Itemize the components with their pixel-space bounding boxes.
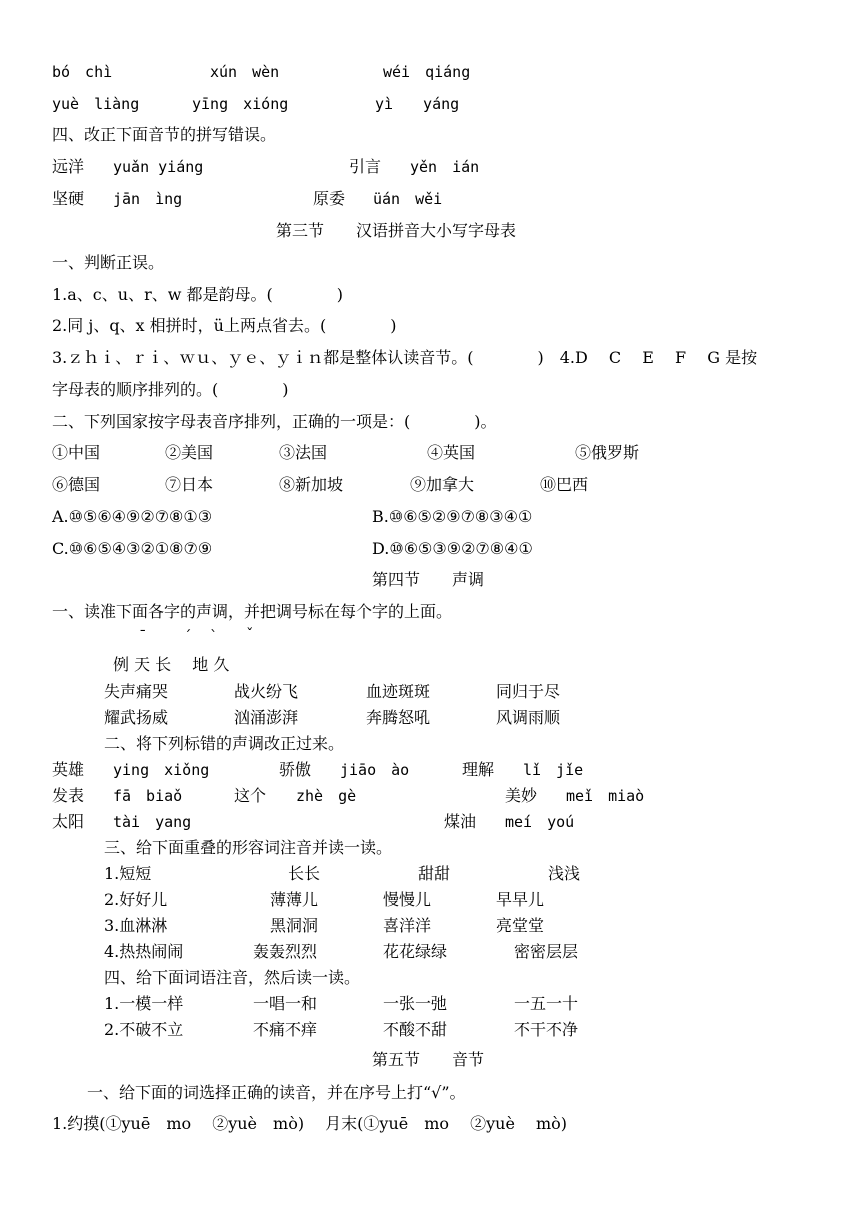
word: 汹涌澎湃: [234, 708, 299, 727]
word: 不酸不甜: [383, 1020, 448, 1039]
country: ⑧新加坡: [279, 475, 344, 494]
word: 1.短短: [104, 864, 152, 883]
tone-mark: ˉ: [139, 627, 147, 645]
question-item: 3.ｚｈｉ、ｒｉ、ｗｕ、ｙｅ、ｙｉｎ都是整体认读音节。( ) 4.D C E F G 是按: [52, 348, 758, 367]
word: 早早儿: [496, 890, 545, 909]
option-a: A.⑩⑤⑥④⑨②⑦⑧①③: [52, 507, 213, 526]
word: 长长: [288, 864, 321, 883]
word: 太阳: [52, 812, 85, 831]
question-heading: 四、改正下面音节的拼写错误。: [52, 125, 277, 144]
word: 3.血淋淋: [104, 916, 168, 935]
word: 黑洞洞: [270, 916, 319, 935]
word: 坚硬: [52, 189, 85, 208]
question-heading: 二、将下列标错的声调改正过来。: [104, 734, 345, 753]
question-item: 1.a、c、u、r、w 都是韵母。( ): [52, 285, 343, 304]
question-item: 1.约摸(①yuē mo ②yuè mò) 月末(①yuē mo ②yuè mò): [52, 1114, 568, 1133]
option-c: C.⑩⑥⑤④③②①⑧⑦⑨: [52, 539, 213, 558]
word: 一五一十: [514, 994, 579, 1013]
pinyin: tài yang: [113, 813, 192, 831]
word: 远洋: [52, 157, 85, 176]
word: 1.一模一样: [104, 994, 184, 1013]
pinyin-cell: yīng xióng: [192, 95, 289, 113]
pinyin-cell: yì yáng: [375, 95, 460, 113]
word: 2.不破不立: [104, 1020, 184, 1039]
word: 失声痛哭: [104, 682, 169, 701]
pinyin: fā biaǒ: [113, 787, 183, 805]
question-heading: 一、给下面的词选择正确的读音，并在序号上打“√”。: [87, 1083, 466, 1102]
pinyin: yuǎn yiáng: [113, 158, 204, 176]
country: ②美国: [165, 443, 214, 462]
word: 一唱一和: [253, 994, 318, 1013]
word: 耀武扬威: [104, 708, 169, 727]
tone-example: 例 天 长 地 久: [113, 655, 230, 674]
country: ③法国: [279, 443, 328, 462]
word: 风调雨顺: [496, 708, 561, 727]
word: 引言: [349, 157, 382, 176]
word: 血迹斑斑: [366, 682, 431, 701]
word: 一张一弛: [383, 994, 448, 1013]
word: 奔腾怒吼: [366, 708, 431, 727]
pinyin: jiāo ào: [340, 761, 410, 779]
tone-mark: ˋ: [210, 627, 218, 645]
question-item: 字母表的顺序排列的。( ): [52, 380, 289, 399]
word: 原委: [313, 189, 346, 208]
pinyin-cell: xún wèn: [210, 63, 280, 81]
section-title: 第五节 音节: [372, 1050, 485, 1069]
pinyin: jān ìng: [113, 190, 183, 208]
pinyin: yěn ián: [410, 158, 480, 176]
option-d: D.⑩⑥⑤③⑨②⑦⑧④①: [372, 539, 533, 558]
pinyin: meǐ miaò: [566, 787, 645, 805]
question-heading: 四、给下面词语注音，然后读一读。: [104, 968, 361, 987]
country: ⑤俄罗斯: [575, 443, 640, 462]
word: 同归于尽: [496, 682, 561, 701]
question-heading: 二、下列国家按字母表音序排列，正确的一项是：( )。: [52, 412, 497, 431]
word: 英雄: [52, 760, 85, 779]
tone-mark: ˇ: [246, 625, 254, 643]
word: 理解: [462, 760, 495, 779]
tone-mark: ˊ: [184, 627, 192, 645]
question-heading: 一、判断正误。: [52, 253, 165, 272]
word: 不干不净: [514, 1020, 579, 1039]
word: 美妙: [505, 786, 538, 805]
question-item: 2.同 j、q、x 相拼时，ü上两点省去。( ): [52, 316, 397, 335]
country: ⑩巴西: [540, 475, 589, 494]
country: ①中国: [52, 443, 101, 462]
word: 4.热热闹闹: [104, 942, 184, 961]
pinyin-cell: wéi qiáng: [383, 63, 471, 81]
country: ⑥德国: [52, 475, 101, 494]
question-heading: 一、读准下面各字的声调，并把调号标在每个字的上面。: [52, 602, 453, 621]
word: 这个: [234, 786, 267, 805]
word: 骄傲: [279, 760, 312, 779]
word: 花花绿绿: [383, 942, 448, 961]
word: 密密层层: [514, 942, 579, 961]
word: 浅浅: [548, 864, 581, 883]
option-b: B.⑩⑥⑤②⑨⑦⑧③④①: [372, 507, 533, 526]
word: 慢慢儿: [383, 890, 432, 909]
country: ⑦日本: [165, 475, 214, 494]
pinyin: meí yoú: [505, 813, 575, 831]
word: 亮堂堂: [496, 916, 545, 935]
question-heading: 三、给下面重叠的形容词注音并读一读。: [104, 838, 393, 857]
country: ④英国: [427, 443, 476, 462]
pinyin-cell: bó chì: [52, 63, 113, 81]
section-title: 第三节 汉语拼音大小写字母表: [276, 221, 517, 240]
pinyin: zhè gè: [296, 787, 357, 805]
word: 2.好好儿: [104, 890, 168, 909]
word: 甜甜: [418, 864, 451, 883]
word: 轰轰烈烈: [253, 942, 318, 961]
pinyin: üán wěi: [373, 190, 443, 208]
word: 煤油: [444, 812, 477, 831]
pinyin-cell: yuè liàng: [52, 95, 140, 113]
word: 薄薄儿: [270, 890, 319, 909]
pinyin: lǐ jǐe: [523, 761, 584, 779]
pinyin: ying xiǒng: [113, 761, 210, 779]
word: 不痛不痒: [253, 1020, 318, 1039]
country: ⑨加拿大: [410, 475, 475, 494]
word: 喜洋洋: [383, 916, 432, 935]
word: 战火纷飞: [234, 682, 299, 701]
word: 发表: [52, 786, 85, 805]
section-title: 第四节 声调: [372, 570, 485, 589]
